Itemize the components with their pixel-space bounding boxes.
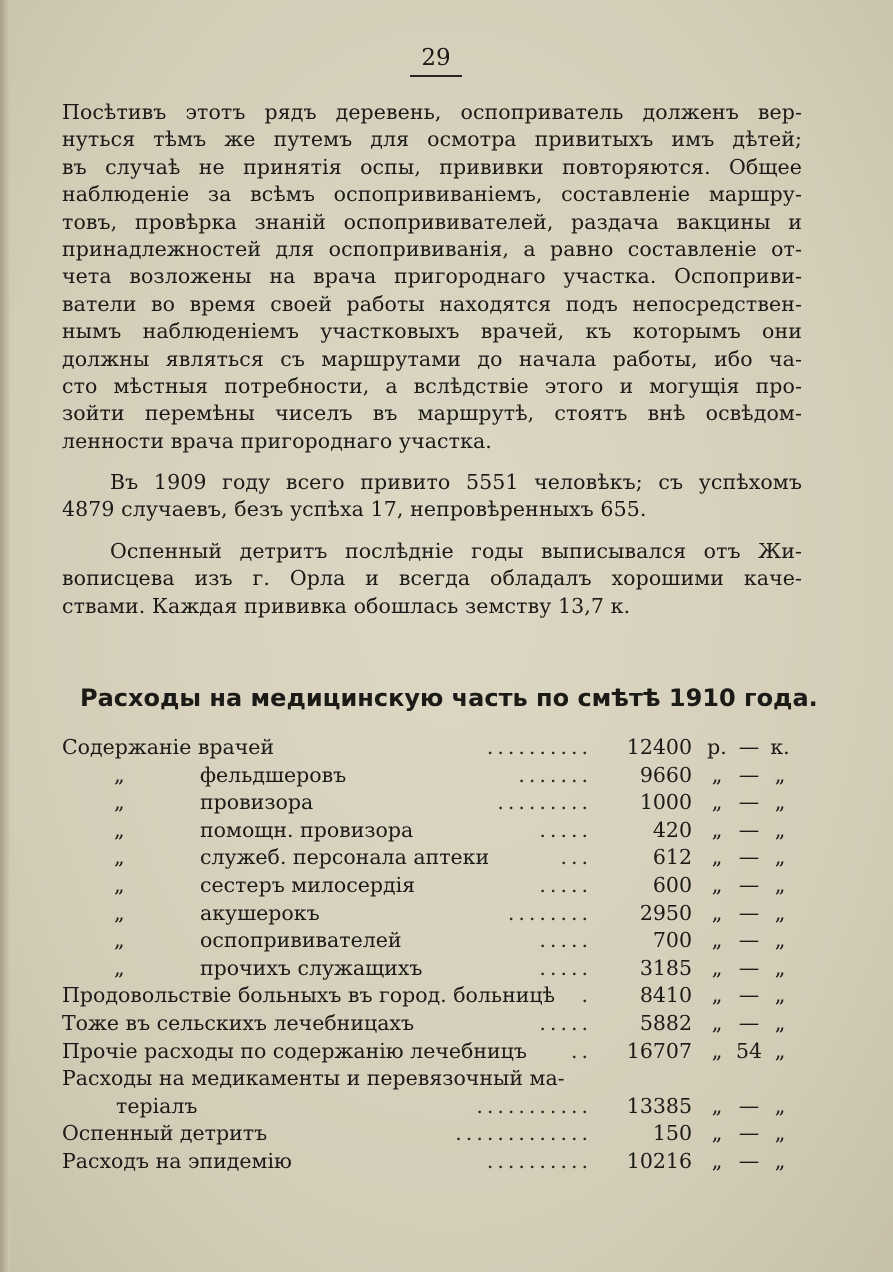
ledger-row bbox=[62, 763, 792, 791]
ledger-kopecks-unit: „ bbox=[774, 983, 786, 1008]
ledger-kopecks-unit: к. bbox=[770, 735, 790, 759]
ledger-kopecks: — bbox=[738, 1121, 760, 1146]
ledger-rubles-unit: „ bbox=[711, 1038, 723, 1063]
ledger-kopecks: — bbox=[738, 735, 760, 759]
ledger-kopecks-unit: „ bbox=[774, 1038, 786, 1063]
ditto-mark: „ bbox=[114, 817, 125, 842]
ledger-rubles-unit: „ bbox=[711, 900, 723, 925]
ledger-row bbox=[62, 928, 792, 956]
ledger-amount: 16707 bbox=[626, 1038, 692, 1063]
dot-leader: .......... bbox=[486, 1148, 592, 1173]
ditto-mark: „ bbox=[114, 845, 125, 870]
dot-leader: ..... bbox=[539, 817, 592, 842]
ditto-mark: „ bbox=[114, 790, 125, 815]
ledger-kopecks-unit: „ bbox=[774, 1148, 786, 1173]
ledger-row bbox=[62, 956, 792, 984]
ledger-rubles-unit: „ bbox=[711, 762, 723, 787]
ledger-label: служеб. персонала аптеки bbox=[200, 845, 490, 870]
paragraph-line: нуться тѣмъ же путемъ для осмотра привитыхъ имъ дѣтей; bbox=[62, 127, 802, 152]
ledger-rubles-unit: „ bbox=[711, 872, 723, 897]
ledger-row bbox=[62, 983, 792, 1011]
ledger-kopecks: — bbox=[738, 955, 760, 980]
ledger-amount: 150 bbox=[652, 1121, 692, 1146]
ledger-kopecks: — bbox=[738, 845, 760, 870]
ledger-rubles-unit: „ bbox=[711, 790, 723, 815]
dot-leader: ........ bbox=[507, 900, 592, 925]
ledger-row bbox=[62, 1039, 792, 1067]
ledger-row bbox=[62, 901, 792, 929]
ledger-kopecks: — bbox=[738, 790, 760, 815]
ledger-kopecks: — bbox=[738, 1148, 760, 1173]
paragraph-line: должны являться съ маршрутами до начала работы, ибо ча- bbox=[62, 346, 802, 371]
ledger-kopecks-unit: „ bbox=[774, 1010, 786, 1035]
ledger-kopecks: 54 bbox=[735, 1038, 763, 1063]
section-heading: Расходы на медицинскую часть по смѣтѣ 1910 года. bbox=[80, 684, 818, 712]
ledger-label: Продовольствіе больныхъ въ город. больницѣ bbox=[62, 983, 555, 1008]
paragraph-line: принадлежностей для оспопрививанія, а равно составленіе от- bbox=[62, 237, 802, 262]
dot-leader: .. bbox=[570, 1038, 592, 1063]
ledger-label: сестеръ милосердія bbox=[200, 872, 416, 897]
ledger-amount: 1000 bbox=[639, 790, 692, 815]
ledger-rubles-unit: „ bbox=[711, 845, 723, 870]
ledger-row bbox=[62, 790, 792, 818]
paragraph-line: зойти перемѣны чиселъ въ маршрутѣ, стоятъ внѣ освѣдом- bbox=[62, 401, 802, 426]
ledger-kopecks-unit: „ bbox=[774, 928, 786, 953]
ledger-label: акушерокъ bbox=[200, 900, 320, 925]
ledger-label: фельдшеровъ bbox=[200, 762, 347, 787]
ledger-row bbox=[62, 1121, 792, 1149]
ledger-rubles-unit: „ bbox=[711, 1010, 723, 1035]
ledger-label: провизора bbox=[200, 790, 314, 815]
ditto-mark: „ bbox=[114, 928, 125, 953]
ledger-amount: 5882 bbox=[639, 1010, 692, 1035]
expense-ledger bbox=[62, 735, 792, 1177]
ledger-kopecks: — bbox=[738, 983, 760, 1008]
ledger-rubles-unit: „ bbox=[711, 1148, 723, 1173]
ledger-kopecks-unit: „ bbox=[774, 872, 786, 897]
ledger-label: Оспенный детритъ bbox=[62, 1121, 268, 1146]
paragraph-line: ленности врача пригороднаго участка. bbox=[62, 428, 492, 453]
ledger-kopecks: — bbox=[738, 817, 760, 842]
dot-leader: . bbox=[581, 983, 592, 1008]
ledger-kopecks-unit: „ bbox=[774, 790, 786, 815]
ledger-kopecks-unit: „ bbox=[774, 817, 786, 842]
dot-leader: ............. bbox=[455, 1121, 592, 1146]
ledger-amount: 2950 bbox=[639, 900, 692, 925]
ledger-rubles-unit: „ bbox=[711, 955, 723, 980]
paragraph-line: Посѣтивъ этотъ рядъ деревень, оспоприватель долженъ вер- bbox=[62, 100, 802, 124]
paragraph-line: товъ, провѣрка знаній оспопрививателей, раздача вакцины и bbox=[62, 209, 802, 234]
ledger-rubles-unit: „ bbox=[711, 983, 723, 1008]
dot-leader: ... bbox=[560, 845, 592, 870]
ledger-kopecks-unit: „ bbox=[774, 900, 786, 925]
book-spine-shadow bbox=[0, 0, 10, 1272]
paragraph-line: 4879 случаевъ, безъ успѣха 17, непровѣренныхъ 655. bbox=[62, 497, 647, 522]
ledger-amount: 12400 bbox=[626, 735, 692, 759]
ledger-amount: 612 bbox=[652, 845, 692, 870]
paragraph-line: Въ 1909 году всего привито 5551 человѣкъ; съ успѣхомъ bbox=[110, 470, 802, 494]
ledger-rubles-unit: „ bbox=[711, 817, 723, 842]
ledger-rubles-unit: „ bbox=[711, 928, 723, 953]
dot-leader: ..... bbox=[539, 928, 592, 953]
ledger-kopecks: — bbox=[738, 928, 760, 953]
ledger-amount: 13385 bbox=[626, 1093, 692, 1118]
paragraph-1909-statistics bbox=[62, 469, 802, 524]
paragraph-line: ствами. Каждая прививка обошлась земству 13,7 к. bbox=[62, 593, 631, 618]
paragraph-line: чета возложены на врача пригороднаго участка. Оспоприви- bbox=[62, 264, 802, 289]
ledger-kopecks-unit: „ bbox=[774, 762, 786, 787]
ledger-amount: 700 bbox=[652, 928, 692, 953]
ditto-mark: „ bbox=[114, 872, 125, 897]
ledger-kopecks: — bbox=[738, 900, 760, 925]
dot-leader: ........... bbox=[476, 1093, 592, 1118]
ledger-row bbox=[62, 873, 792, 901]
dot-leader: ..... bbox=[539, 1010, 592, 1035]
dot-leader: .......... bbox=[486, 735, 592, 759]
ledger-label: Прочіе расходы по содержанію лечебницъ bbox=[62, 1038, 527, 1063]
ledger-label: Расходы на медикаменты и перевязочный ма- bbox=[62, 1066, 565, 1091]
ledger-kopecks-unit: „ bbox=[774, 955, 786, 980]
dot-leader: ..... bbox=[539, 872, 592, 897]
ledger-rubles-unit: „ bbox=[711, 1093, 723, 1118]
ledger-kopecks: — bbox=[738, 1093, 760, 1118]
ledger-kopecks-unit: „ bbox=[774, 1093, 786, 1118]
ledger-label: Тоже въ сельскихъ лечебницахъ bbox=[62, 1010, 415, 1035]
dot-leader: ......... bbox=[497, 790, 592, 815]
ledger-kopecks-unit: „ bbox=[774, 845, 786, 870]
ledger-kopecks: — bbox=[738, 762, 760, 787]
ledger-label: Содержаніе врачей bbox=[62, 735, 275, 759]
ledger-amount: 8410 bbox=[639, 983, 692, 1008]
paragraph-line: ватели во время своей работы находятся подъ непосредствен- bbox=[62, 291, 802, 316]
ledger-label: оспопрививателей bbox=[200, 928, 402, 953]
paragraph-line: сто мѣстныя потребности, а вслѣдствіе этого и могущія про- bbox=[62, 374, 802, 399]
paragraph-line: Оспенный детритъ послѣдніе годы выписывался отъ Жи- bbox=[110, 539, 802, 563]
ledger-label: помощн. провизора bbox=[200, 817, 414, 842]
ditto-mark: „ bbox=[114, 955, 125, 980]
ledger-rubles-unit: „ bbox=[711, 1121, 723, 1146]
ledger-row bbox=[62, 1011, 792, 1039]
paragraph-line: вописцева изъ г. Орла и всегда обладалъ хорошими каче- bbox=[62, 566, 802, 591]
ledger-kopecks-unit: „ bbox=[774, 1121, 786, 1146]
paragraph-line: наблюденіе за всѣмъ оспопрививаніемъ, составленіе маршру- bbox=[62, 182, 802, 207]
ledger-label: прочихъ служащихъ bbox=[200, 955, 423, 980]
page-number-rule bbox=[410, 75, 462, 77]
ledger-label: теріалъ bbox=[116, 1093, 198, 1118]
dot-leader: ....... bbox=[518, 762, 592, 787]
page-number: 29 bbox=[421, 45, 451, 71]
ledger-rubles-unit: р. bbox=[707, 735, 727, 759]
ledger-row bbox=[62, 845, 792, 873]
paragraph-line: въ случаѣ не принятія оспы, прививки повторяются. Общее bbox=[62, 154, 802, 179]
paragraph-vaccination-supervision bbox=[62, 99, 802, 455]
paragraph-detritus-supply bbox=[62, 538, 802, 620]
ledger-amount: 420 bbox=[652, 817, 692, 842]
ledger-label: Расходъ на эпидемію bbox=[62, 1148, 292, 1173]
ledger-row bbox=[62, 818, 792, 846]
ledger-row bbox=[62, 1066, 792, 1094]
ledger-amount: 10216 bbox=[626, 1148, 692, 1173]
ditto-mark: „ bbox=[114, 762, 125, 787]
ledger-row bbox=[62, 735, 792, 763]
ledger-row bbox=[62, 1149, 792, 1177]
ledger-amount: 3185 bbox=[639, 955, 692, 980]
ledger-amount: 9660 bbox=[639, 762, 692, 787]
paragraph-line: нымъ наблюденіемъ участковыхъ врачей, къ которымъ они bbox=[62, 319, 802, 344]
ledger-amount: 600 bbox=[652, 872, 692, 897]
ledger-row bbox=[62, 1094, 792, 1122]
ledger-kopecks: — bbox=[738, 1010, 760, 1035]
ditto-mark: „ bbox=[114, 900, 125, 925]
ledger-kopecks: — bbox=[738, 872, 760, 897]
dot-leader: ..... bbox=[539, 955, 592, 980]
